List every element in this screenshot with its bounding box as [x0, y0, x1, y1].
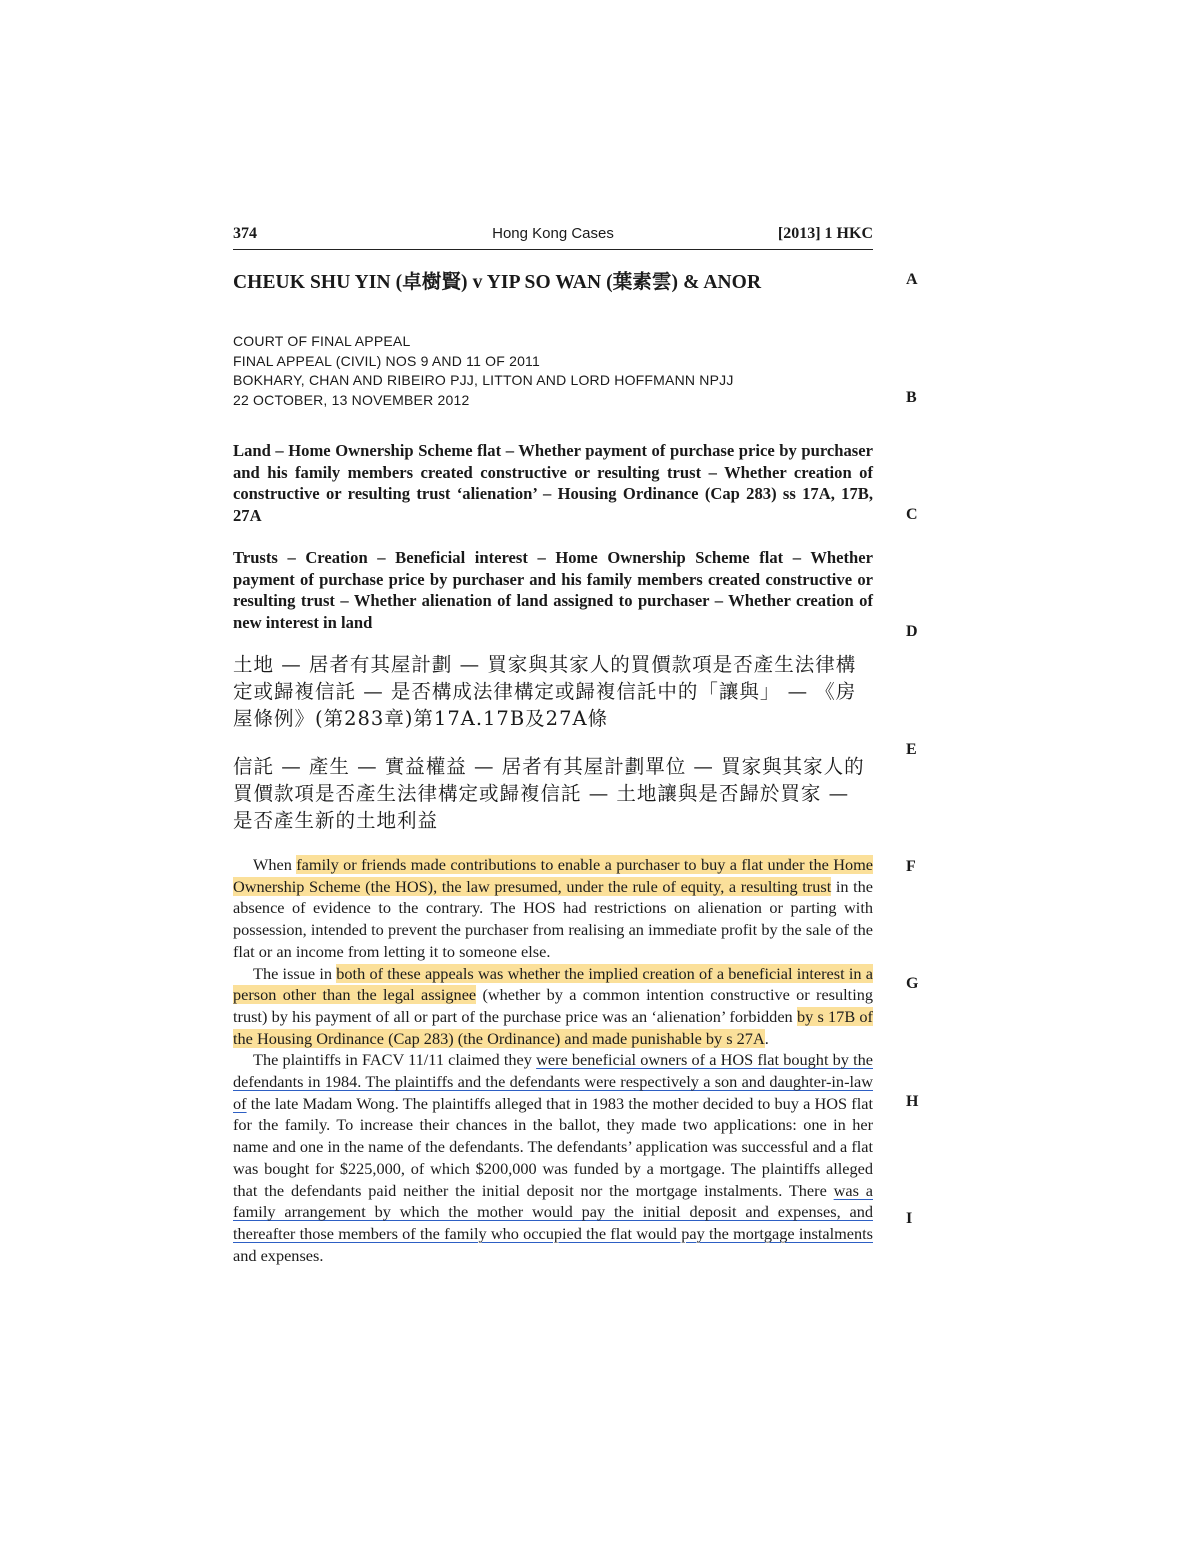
- text-run: The plaintiffs in FACV 11/11 claimed they: [253, 1050, 537, 1070]
- highlighted-text: both of these appeals was whether the implied creation of a beneficial interest in a person other than the legal assignee: [233, 963, 873, 1005]
- page-number: 374: [233, 225, 257, 242]
- margin-letter-h: H: [906, 1093, 919, 1110]
- catchwords-land: Land – Home Ownership Scheme flat – Whether payment of purchase price by purchaser and his family members created constructive or resulting trust – Whether creation of constructive or resulting trust ‘alienation’ – Housing Ordinance (Cap 283) ss 17A, 17B, 27A: [233, 441, 873, 525]
- citation: [2013] 1 HKC: [777, 225, 873, 242]
- margin-letter-e: E: [906, 741, 917, 758]
- catchwords-zh-land: 土地 — 居者有其屋計劃 — 買家與其家人的買價款項是否產生法律構定或歸複信託 — 是否構成法律構定或歸複信託中的「讓與」 — 《房屋條例》(第283章)第17A.17B及27A條: [233, 653, 857, 730]
- judges: BOKHARY, CHAN AND RIBEIRO PJJ, LITTON AND LORD HOFFMANN NPJJ: [233, 372, 734, 388]
- margin-letter-c: C: [906, 506, 918, 523]
- court-info: [233, 332, 873, 410]
- text-run: .: [764, 1028, 769, 1048]
- headnote-paragraph-2: [233, 963, 873, 1050]
- report-name: Hong Kong Cases: [492, 225, 614, 242]
- margin-letter-d: D: [906, 623, 918, 640]
- headnote-body: [233, 854, 873, 1266]
- text-run: and expenses.: [233, 1245, 324, 1265]
- margin-letter-g: G: [906, 975, 919, 992]
- underlined-text: was a family arrangement by which the mother would pay the initial deposit and expenses, and thereafter those members of the family who occupied the flat would pay the mortgage instalments: [233, 1180, 873, 1243]
- underlined-text: were beneficial owners of a HOS flat bought by the defendants in 1984. The plaintiffs and the defendants were respectively a son and daughter-in-law of: [233, 1050, 873, 1113]
- case-title: CHEUK SHU YIN (卓樹賢) v YIP SO WAN (葉素雲) & ANOR: [233, 272, 762, 293]
- text-run: in the absence of evidence to the contrary. The HOS had restrictions on alienation or parting with possession, intended to prevent the purchaser from realising an immediate profit by the sale of the flat or an income from letting it to someone else.: [233, 876, 873, 961]
- text-run: When: [253, 855, 297, 874]
- text-run: (whether by a common intention constructive or resulting trust) by his payment of all or part of the purchase price was an ‘alienation’ forbidden: [233, 985, 873, 1026]
- headnote-paragraph-1: [233, 854, 873, 963]
- margin-letter-i: I: [906, 1210, 913, 1227]
- catchwords-zh-trusts: 信託 — 產生 — 實益權益 — 居者有其屋計劃單位 — 買家與其家人的買價款項是否產生法律構定或歸複信託 — 土地讓與是否歸於買家 — 是否產生新的土地利益: [233, 755, 865, 832]
- appeal-numbers: FINAL APPEAL (CIVIL) NOS 9 AND 11 OF 2011: [233, 352, 540, 369]
- highlighted-text: family or friends made contributions to enable a purchaser to buy a flat under the Home Ownership Scheme (the HOS), the law presumed, under the rule of equity, a resulting trust: [233, 855, 873, 896]
- hearing-dates: 22 OCTOBER, 13 NOVEMBER 2012: [233, 391, 470, 408]
- margin-letter-b: B: [906, 389, 917, 406]
- running-header: [233, 223, 873, 250]
- text-run: The issue in: [253, 963, 337, 983]
- catchwords-trusts: Trusts – Creation – Beneficial interest – Home Ownership Scheme flat – Whether payment of purchase price by purchaser and his family members created constructive or resulting trust – Whether alienation of land assigned to purchaser – Whether creation of new interest in land: [233, 548, 873, 632]
- text-run: the late Madam Wong. The plaintiffs alleged that in 1983 the mother decided to buy a HOS flat for the family. To increase their chances in the ballot, they made two applications: one in her name and one in the name of the defendants. The defendants’ application was successful and a flat was bought for $225,000, of which $200,000 was funded by a mortgage. The plaintiffs alleged that the defendants paid neither the initial deposit nor the mortgage instalments. There: [233, 1093, 874, 1200]
- court-name: COURT OF FINAL APPEAL: [233, 333, 411, 349]
- highlighted-text: by s 17B of the Housing Ordinance (Cap 283) (the Ordinance) and made punishable by s 27A: [233, 1006, 873, 1048]
- headnote-paragraph-3: [233, 1049, 873, 1266]
- margin-letter-a: A: [906, 271, 918, 288]
- margin-letter-f: F: [906, 858, 916, 875]
